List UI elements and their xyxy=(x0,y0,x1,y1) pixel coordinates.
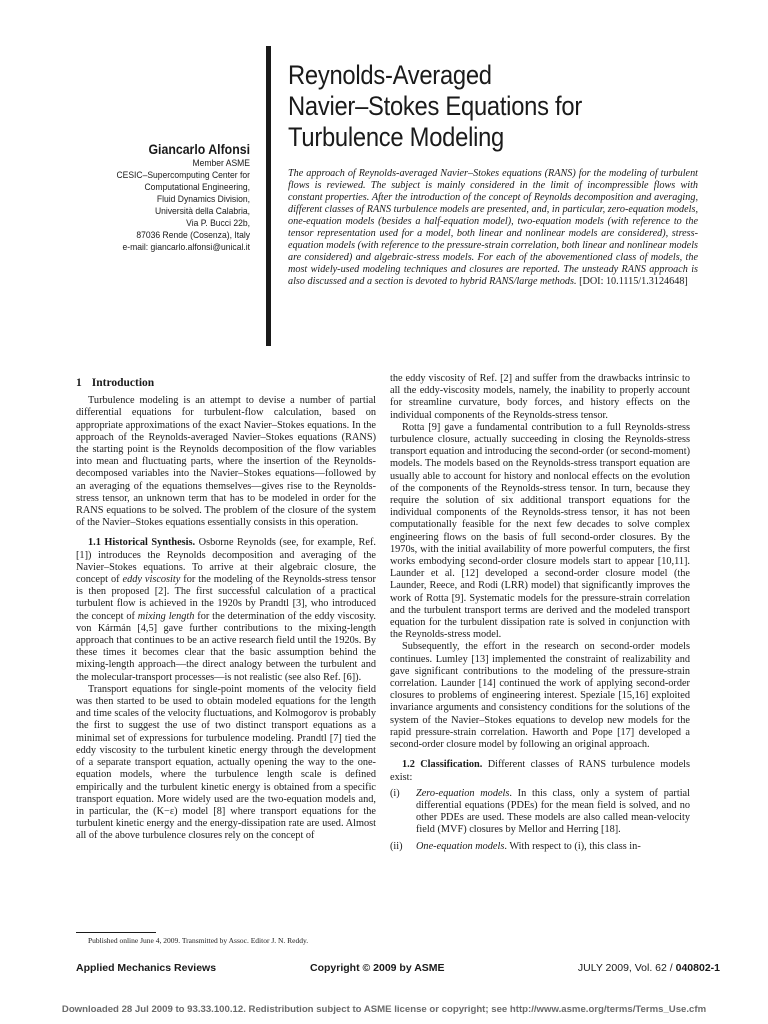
section-number: 1 xyxy=(76,377,82,389)
paragraph-text: for the modeling of the Reynolds-stress tensor is then proposed [2]. The first successful calculation of a practical turbulent flow is achieved in the 1920s by Prandtl [3], who introduced the concept of xyxy=(76,574,376,622)
paragraph: Turbulence modeling is an attempt to devise a number of partial differential equations for turbulent-flow calculation, based on appropriate approximations of the exact Navier–Stokes equations. In the approach of the Reynolds-averaged Navier–Stokes equations (RANS) the starting point is the Reynolds decomposition of the flow variables into mean and fluctuating parts, where the insertion of the Reynolds-decomposed variables into the Navier–Stokes equations—followed by an averaging of the equations themselves—gives rise to the Reynolds-stress tensor, an unknown term that has to be modeled in order for the RANS equations to be solved. The problem of the closure of the system of the Navier–Stokes equations essentially consists in this operation. xyxy=(76,395,376,529)
abstract xyxy=(288,168,698,288)
paragraph-historical-synthesis xyxy=(76,537,376,683)
paragraph: Transport equations for single-point moments of the velocity field was then started to be used to obtain modeled equations for the length and time scales of the velocity fluctuations, and Kolmogorov is probably the first to suggest the use of two distinct transport equations as a minimal set of expressions for turbulence modeling. Prandtl [7] tied the eddy viscosity to the turbulent kinetic energy through the development of a separate transport equation, actually opening the way to the one-equation models, where the turbulence length scale is defined empirically and the turbulent kinetic energy is obtained from a specific transport equation. More widely used are the two-equation models and, in particular, the (K−ε) model [8] where transport equations for the turbulent kinetic energy and the energy-dissipation rate are used. Almost all of the above turbulence closures rely on the concept of xyxy=(76,683,376,842)
title-line-3: Turbulence Modeling xyxy=(288,122,504,152)
list-item xyxy=(390,841,690,853)
author-affiliation-line: Università della Calabria, xyxy=(154,206,250,217)
author-affiliation-line: CESIC–Supercomputing Center for xyxy=(116,170,251,181)
paragraph: the eddy viscosity of Ref. [2] and suffer from the drawbacks intrinsic to all the eddy-viscosity models, namely, the inability to properly account for streamline curvature, body forces, and history effects on the individual components of the Reynolds-stress tensor. xyxy=(390,373,690,421)
paper-title xyxy=(288,60,675,153)
page-footer xyxy=(76,962,720,978)
list-text xyxy=(416,788,690,837)
body-column-left xyxy=(76,373,376,843)
issue-info xyxy=(578,962,720,974)
author-affiliation-line: Computational Engineering, xyxy=(144,182,250,193)
section-title: Introduction xyxy=(91,377,155,389)
author-block xyxy=(30,141,250,254)
paragraph: Rotta [9] gave a fundamental contribution to a full Reynolds-stress turbulence closure, actually succeeding in closing the Reynolds-stress transport equation and introducing the second-order (or second-moment) models. The models based on the Reynolds-stress transport equation are usually able to account for history and nonlocal effects on the evolution of the components of the Reynolds-stress tensor. In turn, because they require the solution of six additional transport equations for the individual components of the Reynolds-stress tensor, it has not been computationally feasible for the next few decades to solve complex engineering flows on the basis of full second-order closures. By the 1970s, with the initial availability of more powerful computers, the first works embodying second-order closure models start to appear [10,11]. Launder et al. [12] developed a second-order closure model (the Launder, Reece, and Rodi (LRR) model) that significantly improves the work of Rotta [9]. Systematic models for the pressure-strain correlation and the turbulent transport terms are derived and the modeled transport equation for the turbulent dissipation rate is solved in conjunction with the Reynolds-stress model. xyxy=(390,421,690,641)
subsection-heading: 1.2 Classification. xyxy=(402,759,483,771)
doi-link[interactable]: [DOI: 10.1115/1.3124648] xyxy=(579,276,688,287)
list-item xyxy=(390,788,690,837)
abstract-text: The approach of Reynolds-averaged Navier–Stokes equations (RANS) for the modeling of turbulent flows is reviewed. The subject is mainly considered in the limit of incompressible flows with constant properties. After the introduction of the concept of Reynolds decomposition and averaging, different classes of RANS turbulence models are presented, and, in particular, zero-equation models, one-equation models (besides a half-equation model), two-equation models (with reference to the tensor representation used for a model, both linear and nonlinear models are considered), stress-equation models (with reference to the pressure-strain correlation, both linear and nonlinear models are considered) and algebraic-stress models. For each of the abovementioned class of models, the most widely-used modeling techniques and closures are reported. The unsteady RANS approach is also discussed and a section is devoted to hybrid RANS/large methods. xyxy=(288,168,698,287)
paragraph: Subsequently, the effort in the research on second-order models continues. Lumley [13] implemented the constraint of realizability and gave significant contributions to the modeling of the pressure-strain correlation. Launder [14] continued the work of applying second-order closures to problems of engineering interest. Speziale [15,16] exploited invariance arguments and consistency conditions for the solutions of the system of the Navier–Stokes equations to develop new models for the rapid pressure-strain correlation. Haworth and Pope [17] developed a second-order closure model by following an original approach. xyxy=(390,641,690,751)
title-line-1: Reynolds-Averaged xyxy=(288,60,492,90)
title-rule xyxy=(266,46,271,346)
author-name: Giancarlo Alfonsi xyxy=(148,141,250,157)
paragraph-classification xyxy=(390,759,690,783)
list-body: . With respect to (i), this class in- xyxy=(504,840,641,852)
title-line-2: Navier–Stokes Equations for xyxy=(288,91,583,121)
body-column-right xyxy=(390,373,690,853)
author-email[interactable]: e-mail: giancarlo.alfonsi@unical.it xyxy=(122,242,250,253)
paragraph-text: for the determination of the eddy viscosity. von Kármán [4,5] gave further contributions to the mixing-length approach that continues to be an active research field until the 1920s. By these times it becomes clear that the basic assumption behind the mixing-length approach—the direct analogy between the turbulent and the molecular-transport processes—is not realistic (see also Ref. [6]). xyxy=(76,610,376,683)
page-number: 040802-1 xyxy=(675,962,720,974)
footnote: Published online June 4, 2009. Transmitted by Assoc. Editor J. N. Reddy. xyxy=(88,936,309,945)
paragraph-text: Osborne Reynolds (see, for example, Ref. [1]) introduces the Reynolds decomposition and averaging of the Navier–Stokes equations. To arrive at their algebraic closure, the concept of xyxy=(76,537,376,586)
emphasis: mixing length xyxy=(137,610,195,622)
copyright: Copyright © 2009 by ASME xyxy=(310,962,445,974)
author-address-line: 87036 Rende (Cosenza), Italy xyxy=(136,230,250,241)
emphasis: eddy viscosity xyxy=(122,574,181,586)
footnote-rule xyxy=(76,932,156,933)
paragraph-text: Different classes of RANS turbulence models exist: xyxy=(390,759,691,783)
author-membership: Member ASME xyxy=(192,158,250,169)
subsection-heading: 1.1 Historical Synthesis. xyxy=(88,537,196,549)
journal-name: Applied Mechanics Reviews xyxy=(76,962,217,974)
list-label: (ii) xyxy=(390,840,403,852)
author-address-line: Via P. Bucci 22b, xyxy=(186,218,250,229)
issue-volume: JULY 2009, Vol. 62 xyxy=(577,962,667,974)
download-notice[interactable]: Downloaded 28 Jul 2009 to 93.33.100.12. Redistribution subject to ASME license or copyright; see http://www.asme.org/terms/Terms_Use.cfm xyxy=(61,1004,707,1015)
emphasis: One-equation models xyxy=(416,840,505,852)
section-heading-introduction xyxy=(76,377,376,389)
separator: / xyxy=(666,962,676,974)
emphasis: Zero-equation models xyxy=(416,787,510,799)
list-text xyxy=(416,841,690,853)
author-affiliation-line: Fluid Dynamics Division, xyxy=(156,194,250,205)
list-label: (i) xyxy=(390,787,400,799)
list-body: . In this class, only a system of partial differential equations (PDEs) for the mean field is solved, and no other PDEs are used. These models are also called mean-velocity field (MVF) closures by Mellor and Herring [18]. xyxy=(416,787,690,836)
